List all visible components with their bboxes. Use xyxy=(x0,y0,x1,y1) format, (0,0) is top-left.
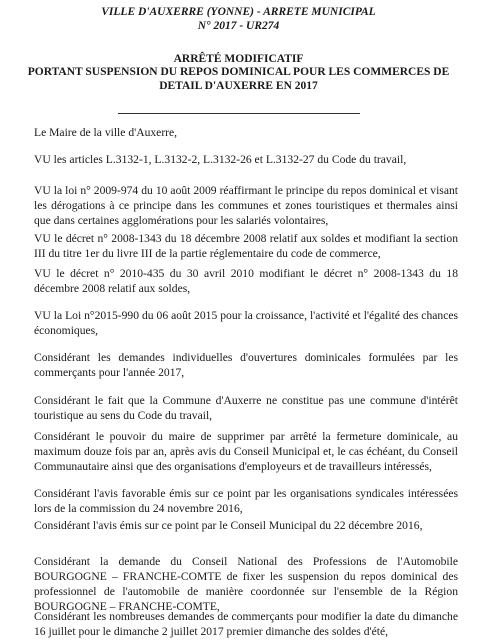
header-decree-type: ARRÊTÉ MODIFICATIF xyxy=(173,53,304,65)
paragraph-vu-loi-2015: VU la Loi n°2015-990 du 06 août 2015 pour la croissance, l'activité et l'égalité des chances économiques, xyxy=(34,309,458,337)
paragraph-considerant-commune: Considérant le fait que la Commune d'Auxerre ne constitue pas une commune d'intérêt touristique au sens du Code du travail, xyxy=(34,394,458,422)
paragraph-vu-decret-2008: VU le décret n° 2008-1343 du 18 décembre 2008 relatif aux soldes et modifiant la section III du titre 1er du livre III de la partie réglementaire du code de commerce, xyxy=(34,232,458,260)
paragraph-considerant-pouvoir: Considérant le pouvoir du maire de supprimer par arrêté la fermeture dominicale, au maximum douze fois par an, après avis du Conseil Municipal et, le cas échéant, du Conseil Communautaire ainsi que des organisations d'employeurs et de travailleurs intéressés, xyxy=(34,430,458,473)
paragraph-considerant-avis-conseil: Considérant l'avis émis sur ce point par le Conseil Municipal du 22 décembre 2016, xyxy=(34,519,423,532)
header-divider xyxy=(118,113,360,114)
paragraph-considerant-soldes: Considérant les nombreuses demandes de commerçants pour modifier la date du dimanche 16 juillet pour le dimanche 2 juillet 2017 premier dimanche des soldes d'été, xyxy=(34,610,458,638)
header-decree-number: N° 2017 - UR274 xyxy=(197,20,280,32)
header-subject-line-2: DETAIL D'AUXERRE EN 2017 xyxy=(159,80,318,92)
paragraph-vu-decret-2010: VU le décret n° 2010-435 du 30 avril 2010 modifiant le décret n° 2008-1343 du 18 décembre 2008 relatif aux soldes, xyxy=(34,267,458,295)
paragraph-considerant-demandes: Considérant les demandes individuelles d'ouvertures dominicales formulées par les commerçants pour l'année 2017, xyxy=(34,351,458,379)
paragraph-mayor: Le Maire de la ville d'Auxerre, xyxy=(34,126,178,139)
header-city-title: VILLE D'AUXERRE (YONNE) - ARRETE MUNICIPAL xyxy=(101,6,376,18)
paragraph-vu-loi-2009: VU la loi n° 2009-974 du 10 août 2009 réaffirmant le principe du repos dominical et visant les dérogations à ce principe dans les communes et zones touristiques et thermales ainsi que dans certaines agglomérations pour les salariés volontaires, xyxy=(34,184,458,227)
header-subject-line-1: PORTANT SUSPENSION DU REPOS DOMINICAL POUR LES COMMERCES DE xyxy=(27,66,450,78)
paragraph-considerant-automobile: Considérant la demande du Conseil National des Professions de l'Automobile BOURGOGNE – FRANCHE-COMTE de fixer les suspension du repos dominical des professionnel de l'automobile de manière coordonnée sur l'ensemble de la Région BOURGOGNE – FRANCHE-COMTE, xyxy=(34,555,458,613)
paragraph-vu-articles: VU les articles L.3132-1, L.3132-2, L.3132-26 et L.3132-27 du Code du travail, xyxy=(34,153,407,166)
paragraph-considerant-avis-syndical: Considérant l'avis favorable émis sur ce point par les organisations syndicales intéressées lors de la commission du 24 novembre 2016, xyxy=(34,487,458,515)
